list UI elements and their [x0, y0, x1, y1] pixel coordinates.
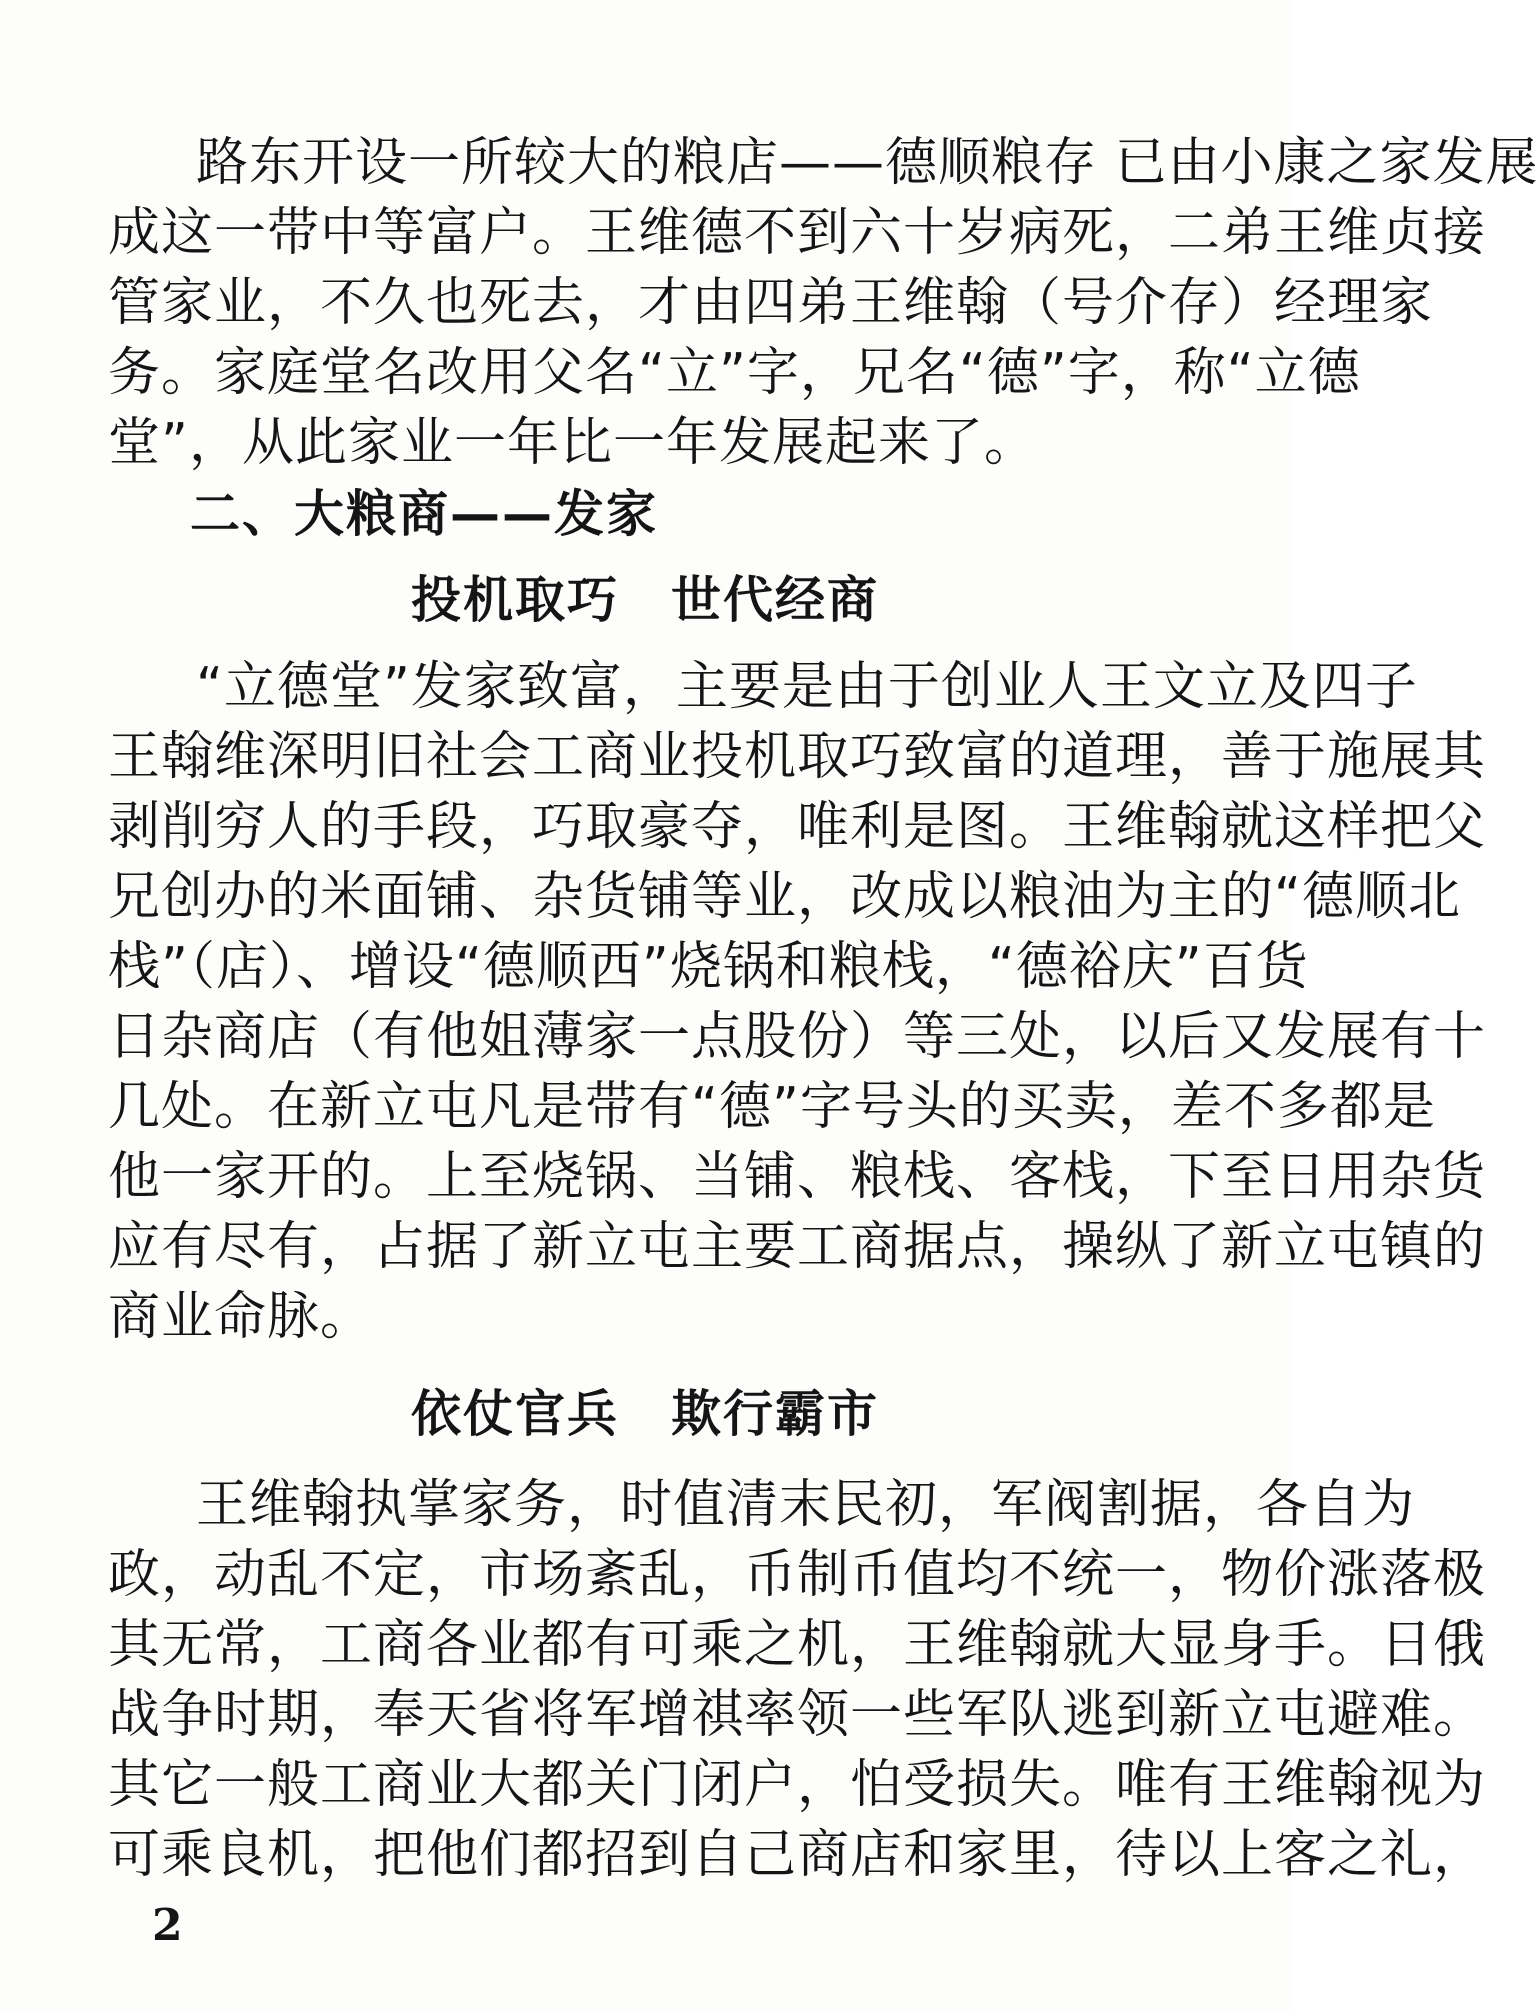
text-line: 堂”，从此家业一年比一年发展起来了。	[108, 413, 1037, 473]
text-line: 其它一般工商业大都关门闭户，怕受损失。唯有王维翰视为	[108, 1755, 1487, 1815]
text-line: 剥削穷人的手段，巧取豪夺，唯利是图。王维翰就这样把父	[108, 797, 1487, 857]
page-number: 2	[152, 1900, 183, 1951]
text-line: 兄创办的米面铺、杂货铺等业，改成以粮油为主的“德顺北	[108, 867, 1461, 927]
text-line: 几处。在新立屯凡是带有“德”字号头的买卖，差不多都是	[108, 1077, 1436, 1137]
section-heading: 二、大粮商——发家	[190, 485, 658, 543]
text-line: 政，动乱不定，市场紊乱，币制币值均不统一，物价涨落极	[108, 1545, 1487, 1605]
text-line: 战争时期，奉天省将军增祺率领一些军队逃到新立屯避难。	[108, 1685, 1487, 1745]
text-line: 他一家开的。上至烧锅、当铺、粮栈、客栈，下至日用杂货	[108, 1147, 1487, 1207]
text-line: 日杂商店（有他姐薄家一点股份）等三处，以后又发展有十	[108, 1007, 1487, 1067]
subheading-2: 依仗官兵 欺行霸市	[411, 1385, 879, 1443]
text-line: 成这一带中等富户。王维德不到六十岁病死，二弟王维贞接	[108, 203, 1487, 263]
text-line: 栈”（店）、增设“德顺西”烧锅和粮栈，“德裕庆”百货	[108, 937, 1309, 997]
text-line: 应有尽有，占据了新立屯主要工商据点，操纵了新立屯镇的	[108, 1217, 1487, 1277]
subheading-1: 投机取巧 世代经商	[411, 571, 879, 629]
text-line: 路东开设一所较大的粮店——德顺粮存 已由小康之家发展	[196, 133, 1539, 193]
text-line: 王翰维深明旧社会工商业投机取巧致富的道理，善于施展其	[108, 727, 1487, 787]
text-line: 商业命脉。	[108, 1287, 374, 1347]
text-line: 务。家庭堂名改用父名“立”字，兄名“德”字，称“立德	[108, 343, 1361, 403]
text-line: 其无常，工商各业都有可乘之机，王维翰就大显身手。日俄	[108, 1615, 1487, 1675]
text-line: 管家业，不久也死去，才由四弟王维翰（号介存）经理家	[108, 273, 1434, 333]
text-line: 可乘良机，把他们都招到自己商店和家里，待以上客之礼，	[108, 1825, 1487, 1885]
text-line: “立德堂”发家致富，主要是由于创业人王文立及四子	[196, 657, 1418, 717]
text-line: 王维翰执掌家务，时值清末民初，军阀割据，各自为	[196, 1475, 1416, 1535]
